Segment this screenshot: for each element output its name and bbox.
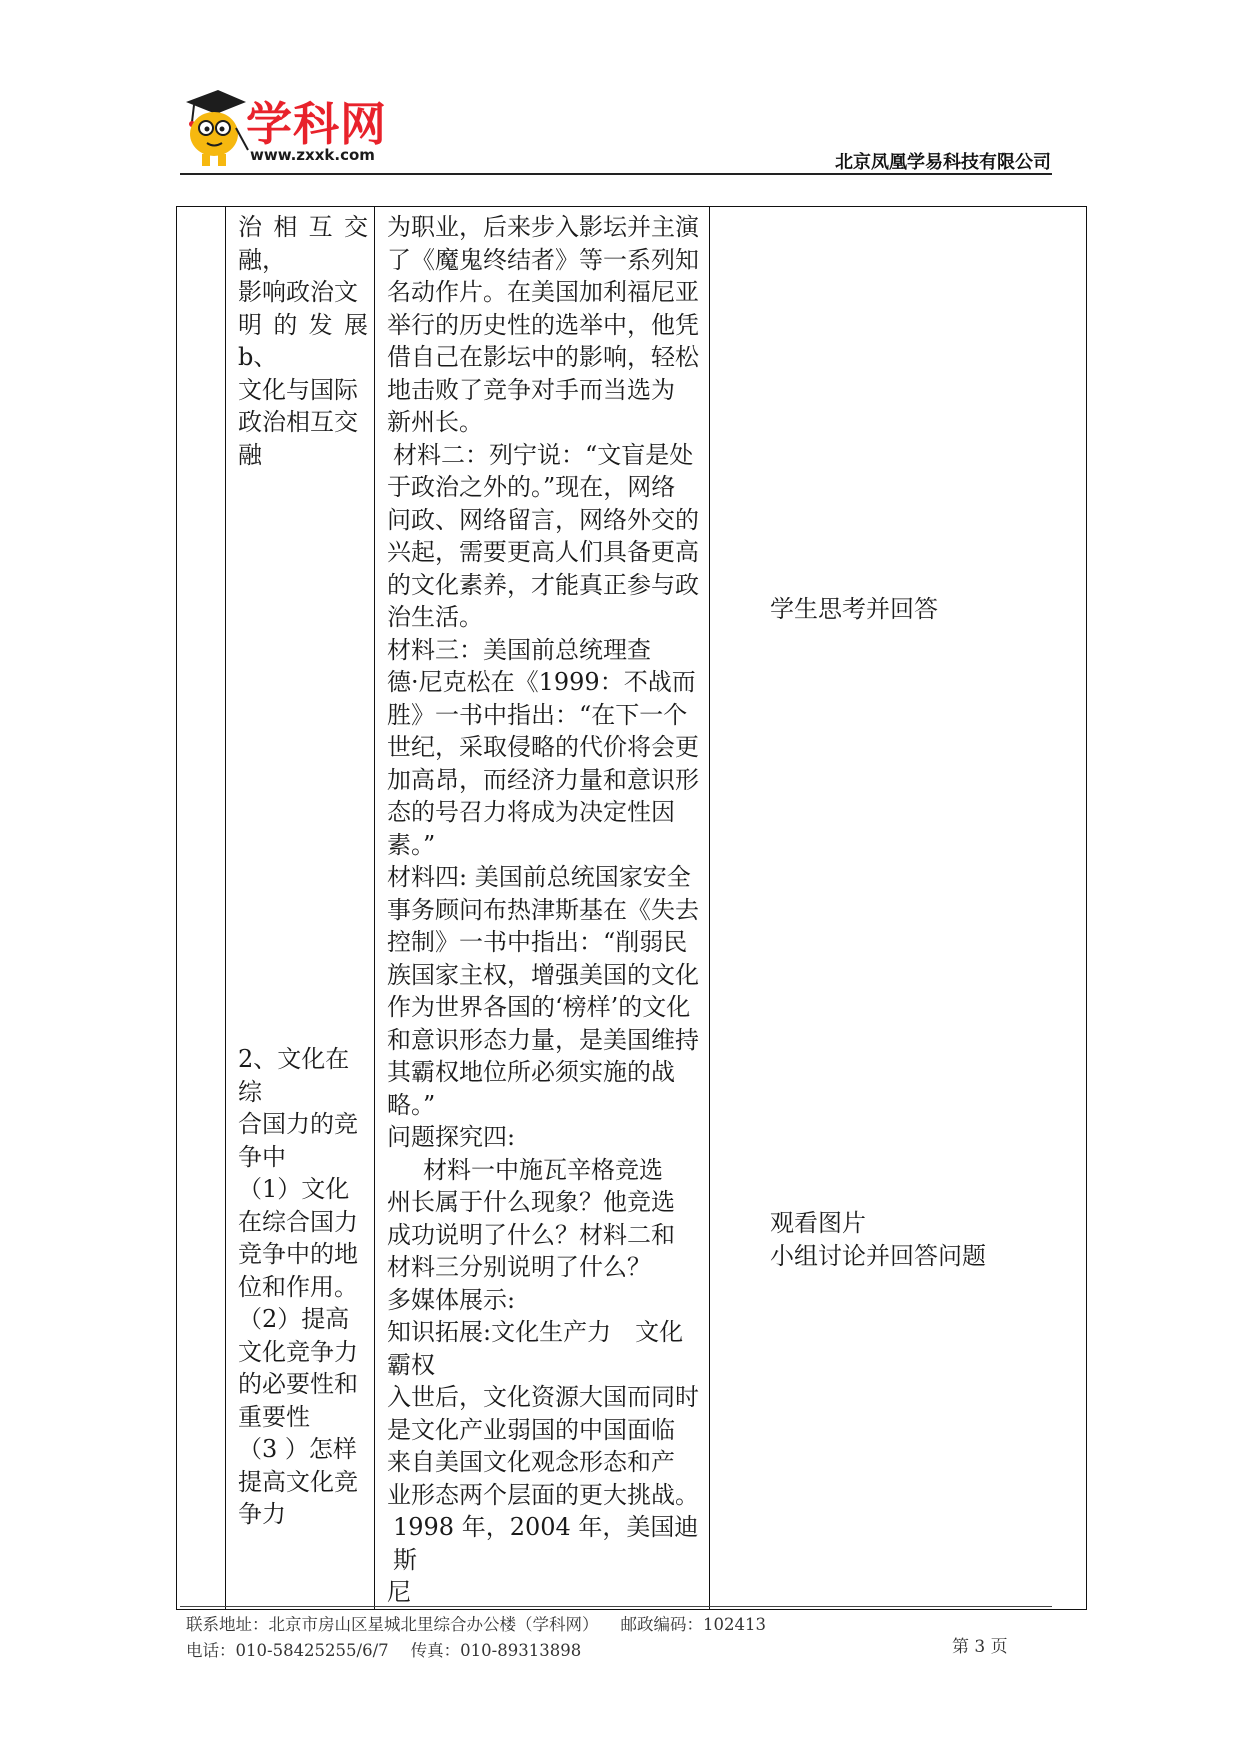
text-line: 提高文化竞 <box>238 1467 358 1496</box>
text-line: 治生活。 <box>387 603 483 631</box>
address-text: 联系地址：北京市房山区星城北里综合办公楼（学科网） <box>186 1615 599 1634</box>
text-line: 治相互交融， <box>238 213 368 274</box>
text-line: 族国家主权，增强美国的文化 <box>387 960 699 989</box>
text-line: 了《魔鬼终结者》等一系列知 <box>387 245 699 274</box>
text-line: 争中 <box>238 1142 286 1171</box>
text-line: 是文化产业弱国的中国面临 <box>387 1415 675 1444</box>
text-line: 观看图片 <box>770 1209 866 1237</box>
text-line: 材料四: 美国前总统国家安全 <box>387 863 691 891</box>
text-line: 来自美国文化观念形态和产 <box>387 1448 675 1476</box>
text-line: 融 <box>238 440 262 469</box>
text-line: 业形态两个层面的更大挑战。 <box>387 1480 699 1509</box>
text-line: 多媒体展示: <box>387 1285 516 1314</box>
text-line: 借自己在影坛中的影响，轻松 <box>387 343 699 371</box>
knowledge-text-bottom <box>226 1039 374 1531</box>
text-line: 1998 年，2004 年，美国迪斯 <box>393 1513 699 1574</box>
text-line: 重要性 <box>238 1402 310 1431</box>
header-divider <box>180 173 1052 175</box>
text-line: 合国力的竞 <box>238 1110 358 1138</box>
text-line: 州长属于什么现象？他竞选 <box>387 1188 675 1216</box>
mascot-logo-icon <box>180 88 250 170</box>
text-line: 的必要性和 <box>238 1370 358 1398</box>
text-line: 成功说明了什么？材料二和 <box>387 1220 675 1249</box>
text-line: 和意识形态力量，是美国维持 <box>387 1025 699 1054</box>
text-line: 政治相互交 <box>238 408 358 436</box>
site-logo <box>180 88 400 170</box>
postcode-text: 邮政编码：102413 <box>620 1615 766 1634</box>
table-cell-blank <box>177 207 226 1610</box>
text-line: 位和作用。 <box>238 1272 358 1301</box>
text-line: 事务顾问布热津斯基在《失去 <box>387 895 699 924</box>
footer-contact <box>186 1637 581 1661</box>
page-number: 第 3 页 <box>952 1637 1008 1657</box>
text-line: 影响政治文 <box>238 278 358 306</box>
text-line: 在综合国力 <box>238 1207 358 1236</box>
footer-address <box>186 1611 766 1635</box>
text-line: （3 ）怎样 <box>238 1435 357 1463</box>
lesson-table <box>176 206 1087 1610</box>
text-line: 入世后，文化资源大国而同时 <box>387 1383 699 1411</box>
materials-text <box>375 207 709 1609</box>
text-line: 胜》一书中指出：“在下一个 <box>387 700 688 729</box>
text-line: 加高昂，而经济力量和意识形 <box>387 765 699 794</box>
table-row <box>177 207 1087 1610</box>
knowledge-text-top <box>226 207 374 471</box>
text-line: （1）文化 <box>238 1175 350 1203</box>
student-activity-2 <box>770 1207 986 1272</box>
text-line: 2、文化在综 <box>238 1045 350 1106</box>
text-line: 举行的历史性的选举中，他凭 <box>387 310 699 339</box>
company-name: 北京凤凰学易科技有限公司 <box>835 152 1051 173</box>
text-line: 名动作片。在美国加利福尼亚 <box>387 278 699 306</box>
text-line: 竞争中的地 <box>238 1240 358 1268</box>
text-line: 材料三分别说明了什么？ <box>387 1253 651 1281</box>
text-line: 尼 <box>387 1578 411 1606</box>
text-line: 兴起，需要更高人们具备更高 <box>387 538 699 566</box>
logo-text: 学科网 <box>246 97 387 151</box>
text-line: 作为世界各国的‘榜样’的文化 <box>387 993 691 1021</box>
table-cell-knowledge <box>226 207 375 1610</box>
text-line: 材料一中施瓦辛格竞选 <box>423 1155 663 1184</box>
table-cell-materials <box>375 207 710 1610</box>
text-line: （2）提高 <box>238 1305 350 1333</box>
text-line: 略。” <box>387 1090 436 1119</box>
text-line: 为职业，后来步入影坛并主演 <box>387 213 699 241</box>
fax-text: 传真：010-89313898 <box>410 1641 582 1660</box>
phone-text: 电话：010-58425255/6/7 <box>186 1641 389 1660</box>
text-line: 材料二：列宁说：“文盲是处 <box>393 440 694 469</box>
text-line: 素。” <box>387 830 436 859</box>
text-line: 争力 <box>238 1500 286 1528</box>
text-line: 德·尼克松在《1999：不战而 <box>387 668 696 696</box>
text-line: 霸权 <box>387 1350 435 1379</box>
text-line: 文化与国际 <box>238 375 358 404</box>
text-line: 明的发展 b、 <box>238 310 368 371</box>
text-line: 材料三：美国前总统理查 <box>387 635 651 664</box>
logo-url: www.zxxk.com <box>250 146 375 164</box>
text-line: 问题探究四: <box>387 1123 516 1151</box>
text-line: 地击败了竞争对手而当选为 <box>387 375 675 404</box>
text-line: 于政治之外的。”现在，网络 <box>387 473 676 501</box>
text-line: 控制》一书中指出：“削弱民 <box>387 928 688 956</box>
text-line: 文化竞争力 <box>238 1337 358 1366</box>
table-cell-student-activity <box>710 207 1087 1610</box>
text-line: 小组讨论并回答问题 <box>770 1241 986 1270</box>
text-line: 的文化素养，才能真正参与政 <box>387 570 699 599</box>
text-line: 问政、网络留言，网络外交的 <box>387 505 699 534</box>
text-line: 知识拓展:文化生产力 文化 <box>387 1318 684 1346</box>
text-line: 态的号召力将成为决定性因 <box>387 798 675 826</box>
text-line: 世纪，采取侵略的代价将会更 <box>387 733 699 761</box>
text-line: 新州长。 <box>387 408 483 436</box>
footer-divider <box>180 1606 1052 1607</box>
student-activity-1: 学生思考并回答 <box>770 595 938 623</box>
text-line: 其霸权地位所必须实施的战 <box>387 1058 675 1086</box>
